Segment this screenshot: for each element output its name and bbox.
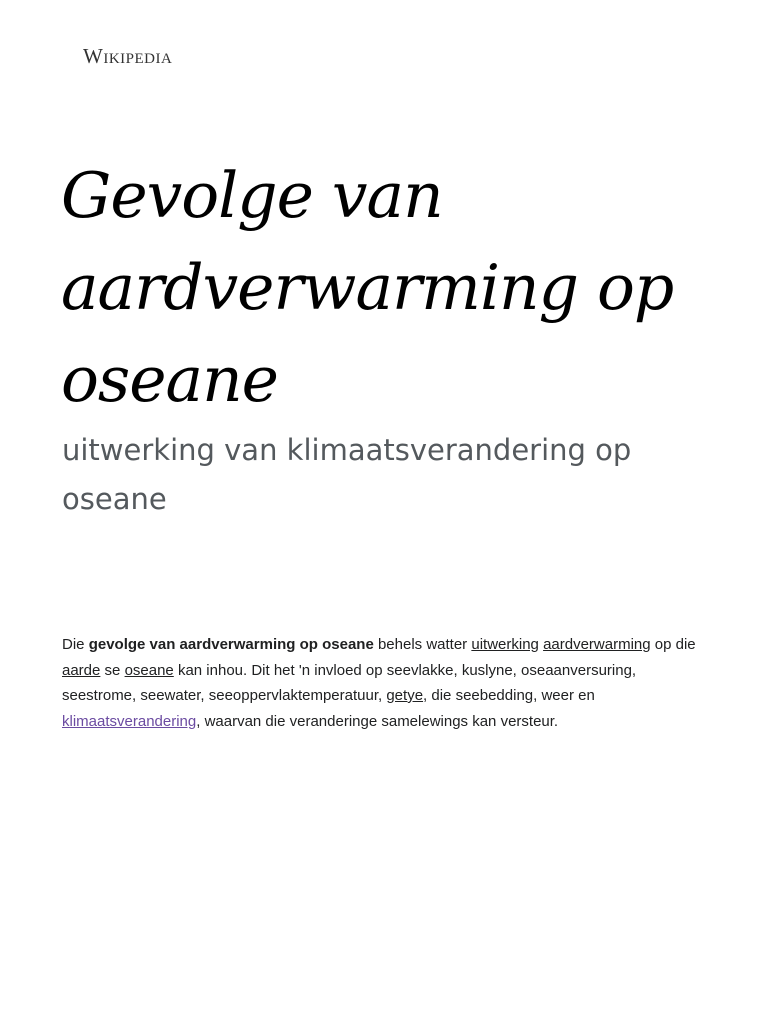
intro-text: op die [650,636,696,653]
link-getye[interactable]: getye [386,687,424,704]
link-aarde[interactable]: aarde [62,661,101,679]
page-title: Gevolge van aardverwarming op oseane [61,159,674,416]
page-subtitle: uitwerking van klimaatsverandering op oseane [62,433,632,516]
intro-text: , die seebedding, weer en [423,687,595,704]
link-uitwerking[interactable]: uitwerking [471,636,539,653]
intro-text: se [100,661,125,679]
wikipedia-wordmark[interactable]: Wikipedia [83,44,173,68]
intro-bold-term: gevolge van aardverwarming op oseane [88,636,374,653]
intro-text: behels watter [373,636,472,653]
intro-paragraph [62,632,712,734]
intro-text: Die [62,636,89,653]
intro-text: , waarvan die veranderinge samelewings kan versteur. [196,712,559,730]
link-aardverwarming[interactable]: aardverwarming [543,636,651,653]
link-oseane[interactable]: oseane [124,661,174,679]
intro-text: kan inhou. Dit het 'n invloed op seevlakke, kuslyne, oseaanversuring, seestrome, seewater, seeoppervlaktemperatuur, [62,661,637,704]
link-klimaatsverandering[interactable]: klimaatsverandering [62,712,197,730]
